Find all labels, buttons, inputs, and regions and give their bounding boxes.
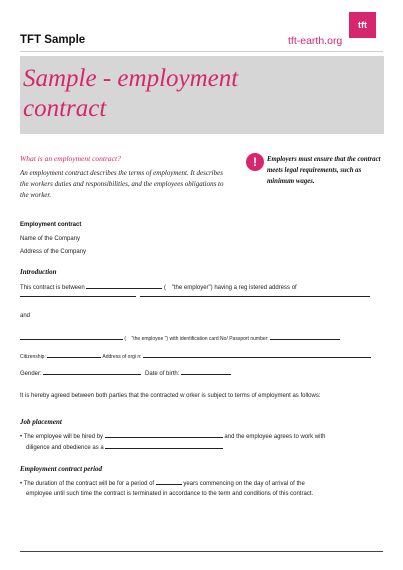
employer-name-field[interactable]: [86, 282, 162, 289]
dob-label: Date of birth:: [145, 371, 180, 377]
introduction-heading: Introduction: [20, 268, 57, 276]
employer-label: "the employer") having a reg istered address of: [171, 285, 297, 291]
job-placement-line-2: [20, 442, 370, 453]
period-text-b: years commencing on the day of arrival of the: [183, 481, 305, 487]
address-origin-field[interactable]: [143, 351, 371, 358]
alert-icon: [246, 153, 264, 171]
gender-dob-line: [20, 368, 231, 377]
bullet: •: [20, 481, 23, 487]
employer-paren: (: [164, 285, 167, 291]
job-placement-line-1: [20, 431, 370, 442]
gender-label: Gender:: [20, 371, 42, 377]
employee-paren: (: [124, 336, 127, 342]
intro-question: What is an employment contract?: [20, 154, 121, 163]
site-link[interactable]: tft-earth.org: [288, 35, 343, 47]
citizenship-line: [20, 351, 371, 360]
period-text: [20, 478, 380, 499]
bullet: •: [20, 434, 23, 440]
hired-by-text: The employee will be hired by: [23, 434, 104, 440]
footer-divider: [20, 551, 383, 552]
alert-icon-glyph: !: [253, 155, 257, 169]
employee-label: "the employee ") with identification card No/ Passport number:: [131, 336, 269, 342]
gender-field[interactable]: [43, 368, 141, 375]
diligence-text: diligence and obedience as a: [26, 445, 104, 451]
period-years-field[interactable]: [156, 478, 182, 485]
contract-between-text: This contract is between: [20, 285, 85, 291]
section-label: Employment contract: [20, 222, 82, 228]
tft-logo: [349, 12, 376, 38]
job-placement-heading: Job placement: [20, 418, 62, 426]
employee-line: [20, 333, 340, 342]
employer-note: Employers must ensure that the contract meets legal requirements, such as minimum wages.: [267, 156, 381, 185]
period-line-1: [20, 478, 380, 489]
agrees-text: and the employee agrees to work with: [224, 434, 326, 440]
company-address-label: Address of the Company: [20, 249, 87, 255]
job-placement-text: [20, 431, 370, 453]
citizenship-field[interactable]: [47, 351, 101, 358]
page-title: Sample - employment contract: [23, 65, 239, 122]
position-field[interactable]: [105, 442, 223, 449]
employer-hire-field[interactable]: [105, 431, 223, 438]
and-label: and: [20, 313, 31, 319]
employee-name-field[interactable]: [20, 333, 123, 340]
period-text-a: The duration of the contract will be for a period of: [23, 481, 155, 487]
employer-address-field-2[interactable]: [140, 296, 370, 297]
citizenship-label: Citizenship:: [20, 354, 46, 360]
intro-description: An employment contract describes the terms of employment. It describes the workers duties and responsibilities, and the employees obligations to the worker.: [20, 169, 224, 199]
period-line-2: employee until such time the contract is terminated in accordance to the term and conditions of this contract.: [26, 491, 314, 497]
employer-address-field-1[interactable]: [20, 296, 136, 297]
dob-field[interactable]: [181, 368, 231, 375]
period-heading: Employment contract period: [20, 465, 103, 473]
brand-title: TFT Sample: [20, 34, 86, 46]
passport-field[interactable]: [270, 333, 340, 340]
contract-between-line: [20, 282, 297, 291]
header-divider: [20, 51, 383, 52]
agreement-text: It is hereby agreed between both parties that the contracted w orker is subject to terms of employment as follows:: [20, 393, 321, 399]
company-name-label: Name of the Company: [20, 236, 81, 242]
address-origin-label: Address of orgi n:: [102, 354, 142, 360]
logo-text: tft: [358, 20, 367, 30]
